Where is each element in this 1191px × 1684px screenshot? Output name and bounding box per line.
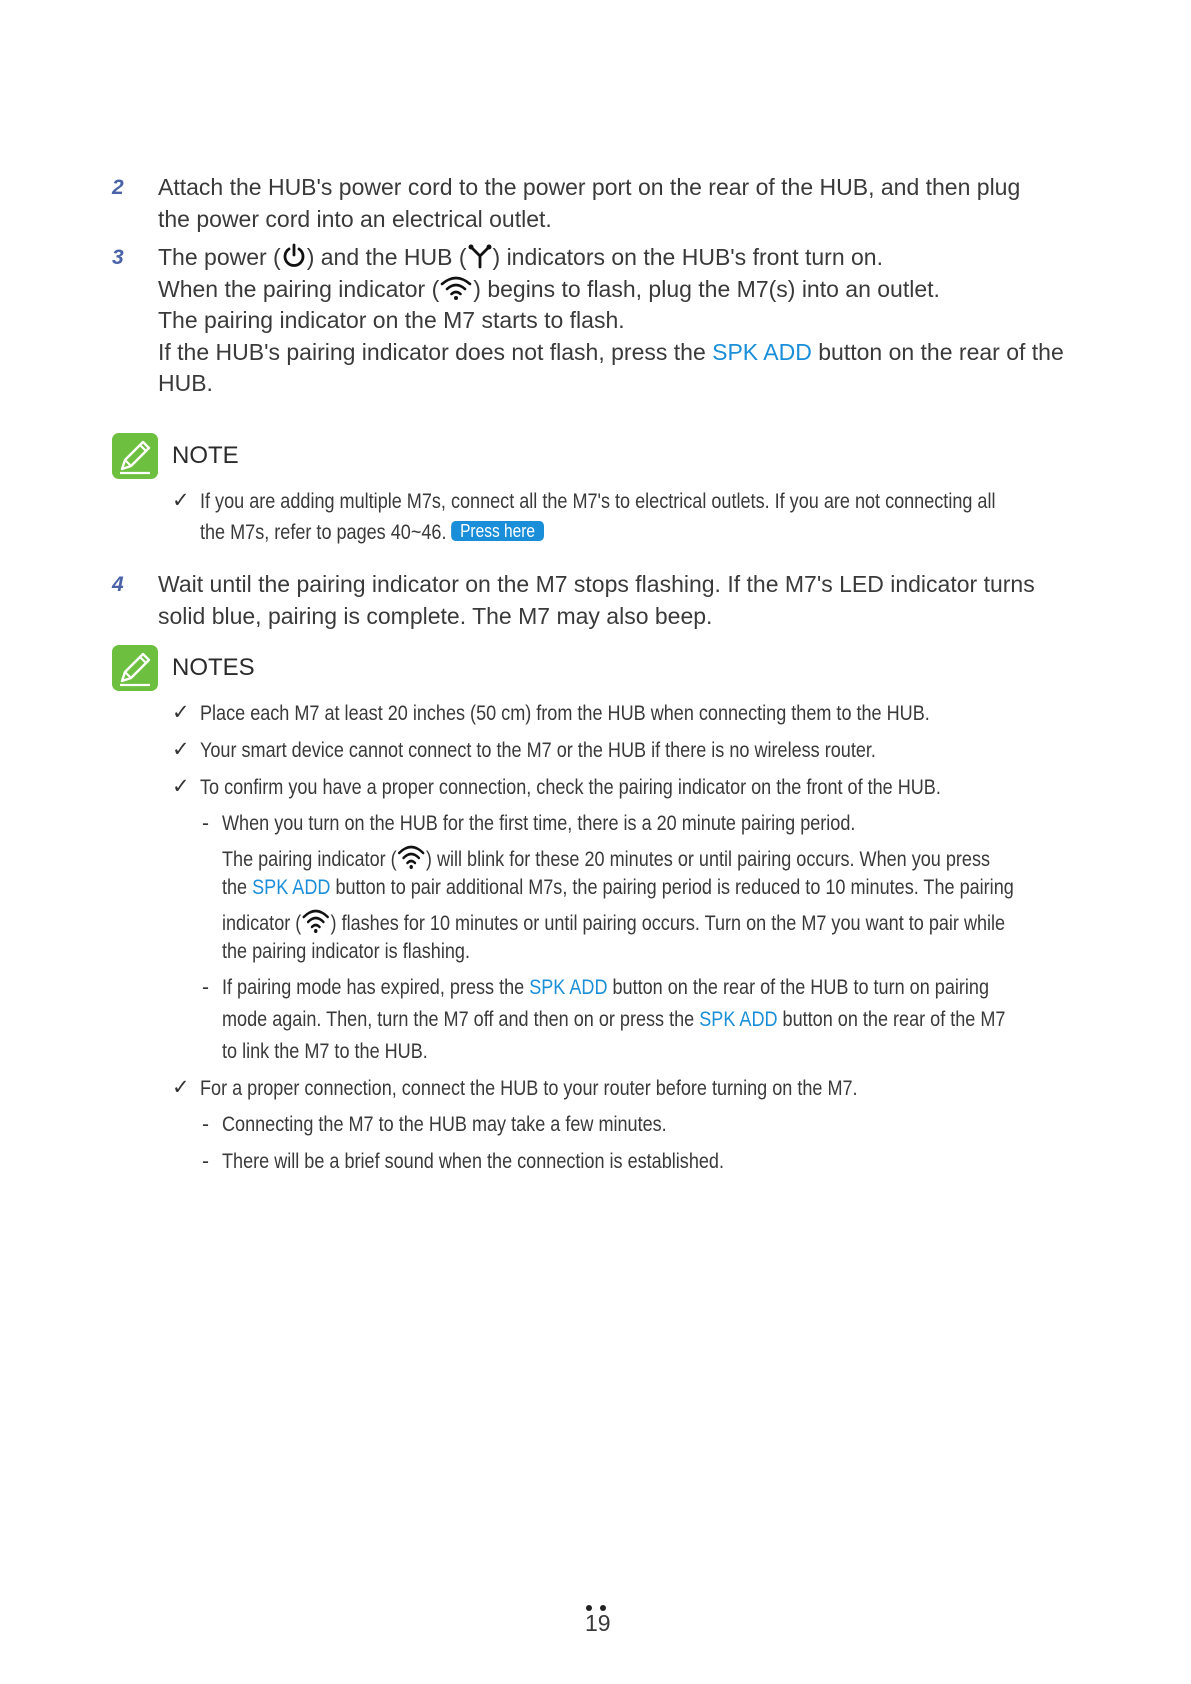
note-line: the M7s, refer to pages 40~46. Press here <box>200 521 544 545</box>
note-line: The pairing indicator ( ) will blink for these 20 minutes or until pairing occurs. When you press <box>222 844 990 872</box>
step-3-line: When the pairing indicator ( ) begins to flash, plug the M7(s) into an outlet. <box>158 275 940 302</box>
spk-add-label: SPK ADD <box>712 338 812 365</box>
spk-add-label: SPK ADD <box>529 976 608 999</box>
step-4-line: Wait until the pairing indicator on the M7 stops flashing. If the M7's LED indicator turns <box>158 571 1035 597</box>
note-line: Place each M7 at least 20 inches (50 cm) from the HUB when connecting them to the HUB. <box>200 702 930 725</box>
step-2-line: the power cord into an electrical outlet. <box>158 205 552 232</box>
step-4-line: solid blue, pairing is complete. The M7 may also beep. <box>158 602 713 629</box>
note-title: NOTE <box>172 442 239 469</box>
step-number: 2 <box>112 176 124 199</box>
step-3-line: The pairing indicator on the M7 starts to flash. <box>158 307 625 333</box>
step-3-line: If the HUB's pairing indicator does not flash, press the SPK ADD button on the rear of the <box>158 338 1064 365</box>
notes-title: NOTES <box>172 654 255 681</box>
note-line: If pairing mode has expired, press the SPK ADD button on the rear of the HUB to turn on pairing <box>222 976 989 999</box>
step-number: 3 <box>112 246 124 269</box>
checkmark-icon: ✓ <box>172 1075 190 1099</box>
wifi-icon <box>397 844 426 870</box>
power-icon <box>281 243 307 269</box>
dash-bullet: - <box>202 812 209 835</box>
checkmark-icon: ✓ <box>172 737 190 761</box>
checkmark-icon: ✓ <box>172 774 190 798</box>
spk-add-label: SPK ADD <box>252 876 331 899</box>
note-line: to link the M7 to the HUB. <box>222 1040 428 1063</box>
page-number: 19 <box>585 1610 611 1636</box>
note-line: Connecting the M7 to the HUB may take a few minutes. <box>222 1113 667 1136</box>
step-2-text <box>158 172 1158 235</box>
step-number: 4 <box>112 573 124 596</box>
note-line: mode again. Then, turn the M7 off and then on or press the SPK ADD button on the rear of the M7 <box>222 1008 1006 1031</box>
step-3-line: The power ( ) and the HUB ( ) indicators on the HUB's front turn on. <box>158 244 883 270</box>
spk-add-label: SPK ADD <box>699 1008 778 1031</box>
step-4-text <box>158 569 1158 632</box>
note-line: If you are adding multiple M7s, connect all the M7's to electrical outlets. If you are not connecting all <box>200 490 996 513</box>
dash-bullet: - <box>202 976 209 999</box>
wifi-icon <box>439 275 473 301</box>
note-line: To confirm you have a proper connection, check the pairing indicator on the front of the HUB. <box>200 776 941 799</box>
checkmark-icon: ✓ <box>172 700 190 724</box>
note-line: the pairing indicator is flashing. <box>222 940 470 963</box>
dash-bullet: - <box>202 1150 209 1173</box>
note-pencil-icon <box>112 433 158 479</box>
step-3-text <box>158 242 1158 400</box>
wifi-icon <box>301 908 330 934</box>
note-line: When you turn on the HUB for the first time, there is a 20 minute pairing period. <box>222 812 856 835</box>
dash-bullet: - <box>202 1113 209 1136</box>
note-line: indicator ( ) flashes for 10 minutes or until pairing occurs. Turn on the M7 you want to pair while <box>222 908 1005 936</box>
step-2-line: Attach the HUB's power cord to the power port on the rear of the HUB, and then plug <box>158 174 1021 200</box>
note-line: There will be a brief sound when the connection is established. <box>222 1150 724 1173</box>
note-line: For a proper connection, connect the HUB to your router before turning on the M7. <box>200 1077 858 1100</box>
note-line: Your smart device cannot connect to the M7 or the HUB if there is no wireless router. <box>200 739 876 762</box>
checkmark-icon: ✓ <box>172 488 190 512</box>
note-line: the SPK ADD button to pair additional M7s, the pairing period is reduced to 10 minutes. The pairing <box>222 876 1014 899</box>
step-3-line: HUB. <box>158 370 213 396</box>
note-pencil-icon <box>112 645 158 691</box>
press-here-button[interactable]: Press here <box>452 521 544 541</box>
hub-icon <box>467 243 493 269</box>
